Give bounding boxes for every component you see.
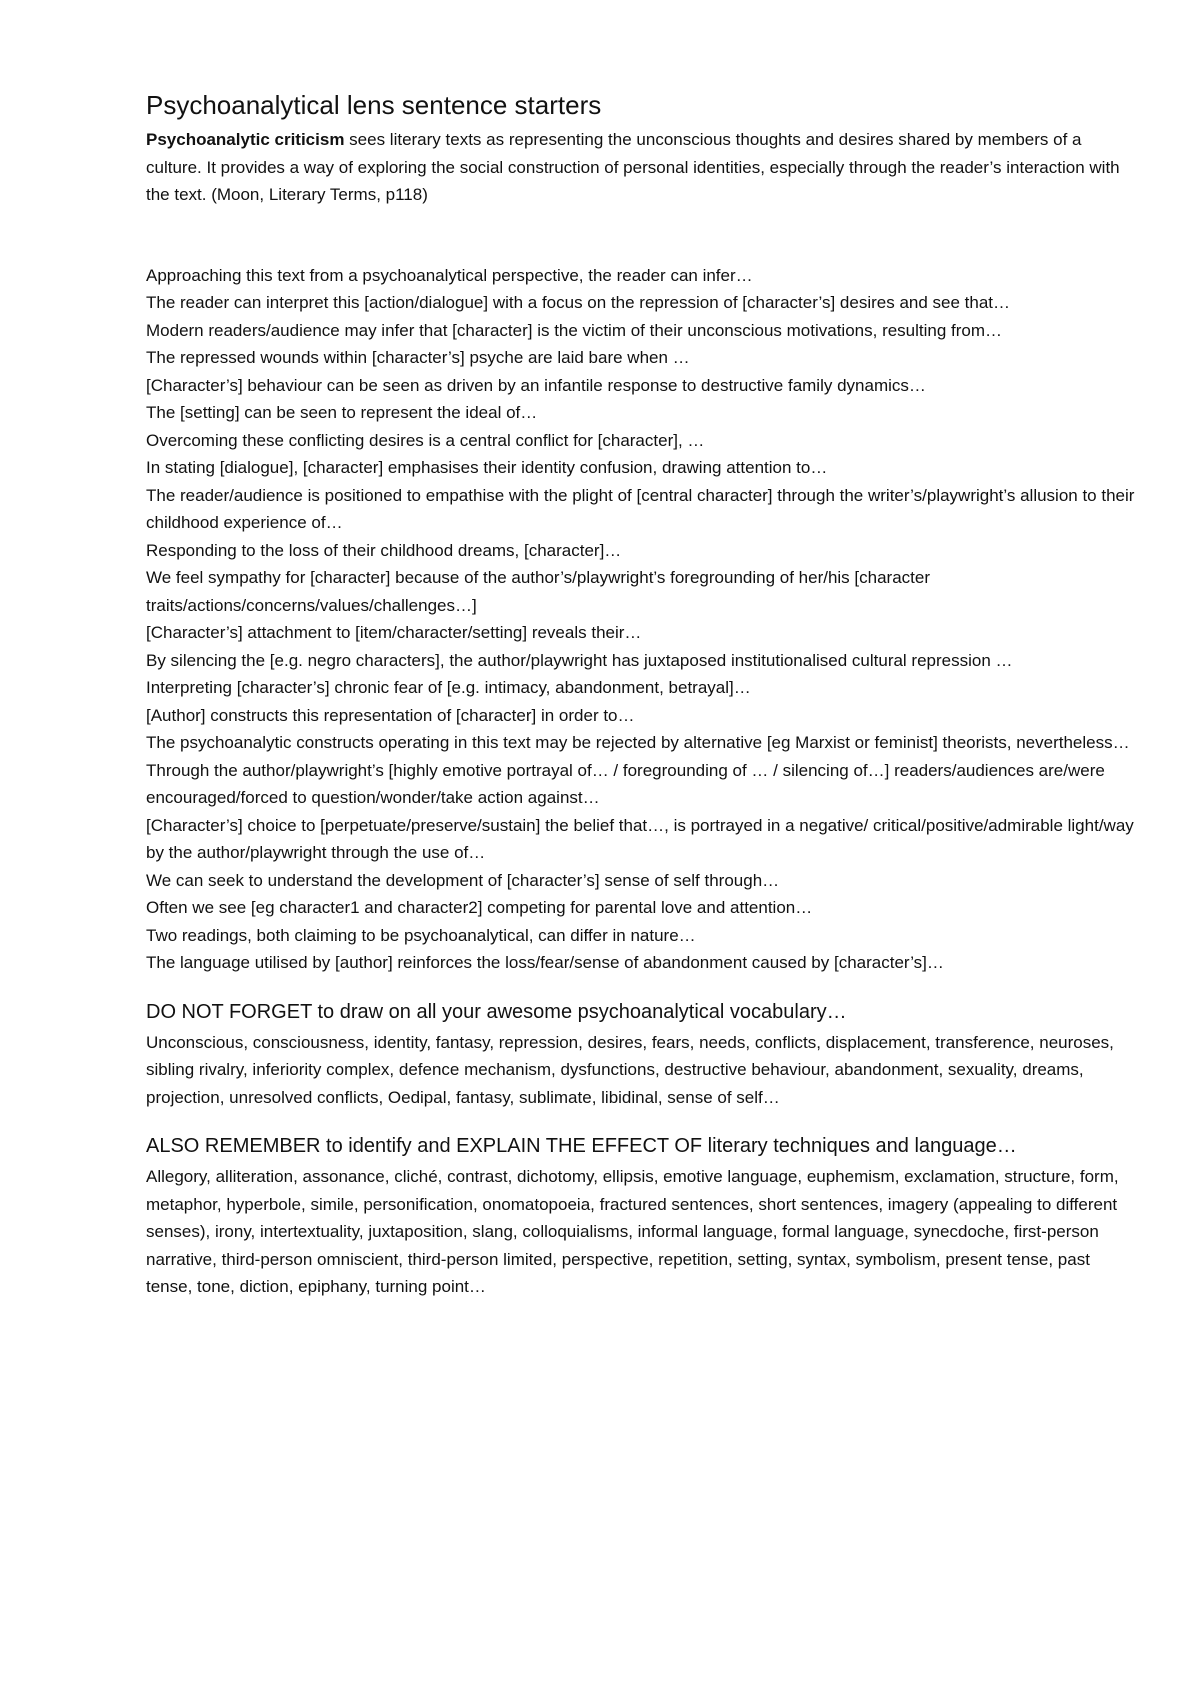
list-item: Approaching this text from a psychoanalytical perspective, the reader can infer… bbox=[146, 265, 753, 285]
list-item: Overcoming these conflicting desires is a central conflict for [character], … bbox=[146, 430, 705, 450]
list-item: The [setting] can be seen to represent the ideal of… bbox=[146, 403, 538, 422]
list-item: We feel sympathy for [character] because of the author’s/playwright’s foregrounding of her/his [character traits/actions/concerns/values/challenges…] bbox=[146, 568, 930, 615]
list-item: Through the author/playwright’s [highly emotive portrayal of… / foregrounding of … / silencing of…] readers/audiences are/were encouraged/forced to question/wonder/take action against… bbox=[146, 760, 1105, 807]
list-item: The reader/audience is positioned to empathise with the plight of [central character] through the writer’s/playwright’s allusion to their childhood experience of… bbox=[146, 485, 1135, 532]
intro-paragraph bbox=[146, 126, 1136, 209]
list-item: Often we see [eg character1 and character2] competing for parental love and attention… bbox=[146, 898, 813, 917]
page-title: Psychoanalytical lens sentence starters bbox=[146, 90, 602, 120]
list-item: [Character’s] attachment to [item/character/setting] reveals their… bbox=[146, 623, 642, 642]
vocabulary-heading: DO NOT FORGET to draw on all your awesome psychoanalytical vocabulary… bbox=[146, 1000, 847, 1023]
list-item: [Author] constructs this representation of [character] in order to… bbox=[146, 705, 635, 725]
list-item: [Character’s] choice to [perpetuate/preserve/sustain] the belief that…, is portrayed in a negative/ critical/positive/admirable light/way by the author/playwright through the use of… bbox=[146, 815, 1134, 862]
list-item: The repressed wounds within [character’s] psyche are laid bare when … bbox=[146, 348, 690, 367]
techniques-section bbox=[146, 1129, 1136, 1301]
intro-term: Psychoanalytic criticism bbox=[146, 130, 345, 149]
list-item: The reader can interpret this [action/dialogue] with a focus on the repression of [character’s] desires and see that… bbox=[146, 293, 1011, 312]
techniques-list: Allegory, alliteration, assonance, cliché, contrast, dichotomy, ellipsis, emotive language, euphemism, exclamation, structure, form, metaphor, hyperbole, simile, personification, onomatopoeia, fractured sentences, short sentences, imagery (appealing to different senses), irony, intertextuality, juxtaposition, slang, colloquialisms, informal language, formal language, synecdoche, first-person narrative, third-person omniscient, third-person limited, perspective, repetition, setting, syntax, symbolism, present tense, past tense, tone, diction, epiphany, turning point… bbox=[146, 1167, 1119, 1296]
list-item: In stating [dialogue], [character] emphasises their identity confusion, drawing attention to… bbox=[146, 458, 828, 477]
list-item: Responding to the loss of their childhood dreams, [character]… bbox=[146, 540, 622, 560]
list-item: [Character’s] behaviour can be seen as driven by an infantile response to destructive family dynamics… bbox=[146, 375, 926, 395]
list-item: Modern readers/audience may infer that [character] is the victim of their unconscious motivations, resulting from… bbox=[146, 320, 1003, 340]
list-item: We can seek to understand the development of [character’s] sense of self through… bbox=[146, 870, 780, 890]
intro-text: sees literary texts as representing the unconscious thoughts and desires shared by members of a culture. It provides a way of exploring the social construction of personal identities, especially through the reader’s interaction with the text. (Moon, Literary Terms, p118) bbox=[146, 130, 1120, 204]
list-item: By silencing the [e.g. negro characters], the author/playwright has juxtaposed institutionalised cultural repression … bbox=[146, 650, 1013, 670]
vocabulary-list: Unconscious, consciousness, identity, fantasy, repression, desires, fears, needs, conflicts, displacement, transference, neuroses, sibling rivalry, inferiority complex, defence mechanism, dysfunctions, destructive behaviour, abandonment, sexuality, dreams, projection, unresolved conflicts, Oedipal, fantasy, sublimate, libidinal, sense of self… bbox=[146, 1032, 1114, 1107]
list-item: The psychoanalytic constructs operating in this text may be rejected by alternative [eg Marxist or feminist] theorists, nevertheless… bbox=[146, 733, 1130, 752]
vocabulary-section bbox=[146, 995, 1136, 1112]
list-item: Two readings, both claiming to be psychoanalytical, can differ in nature… bbox=[146, 925, 696, 945]
document-page bbox=[146, 88, 1136, 1301]
sentence-starters-list bbox=[146, 262, 1136, 977]
list-item: The language utilised by [author] reinforces the loss/fear/sense of abandonment caused by [character’s]… bbox=[146, 953, 944, 972]
techniques-heading: ALSO REMEMBER to identify and EXPLAIN THE EFFECT OF literary techniques and language… bbox=[146, 1135, 1017, 1157]
list-item: Interpreting [character’s] chronic fear of [e.g. intimacy, abandonment, betrayal]… bbox=[146, 678, 751, 697]
